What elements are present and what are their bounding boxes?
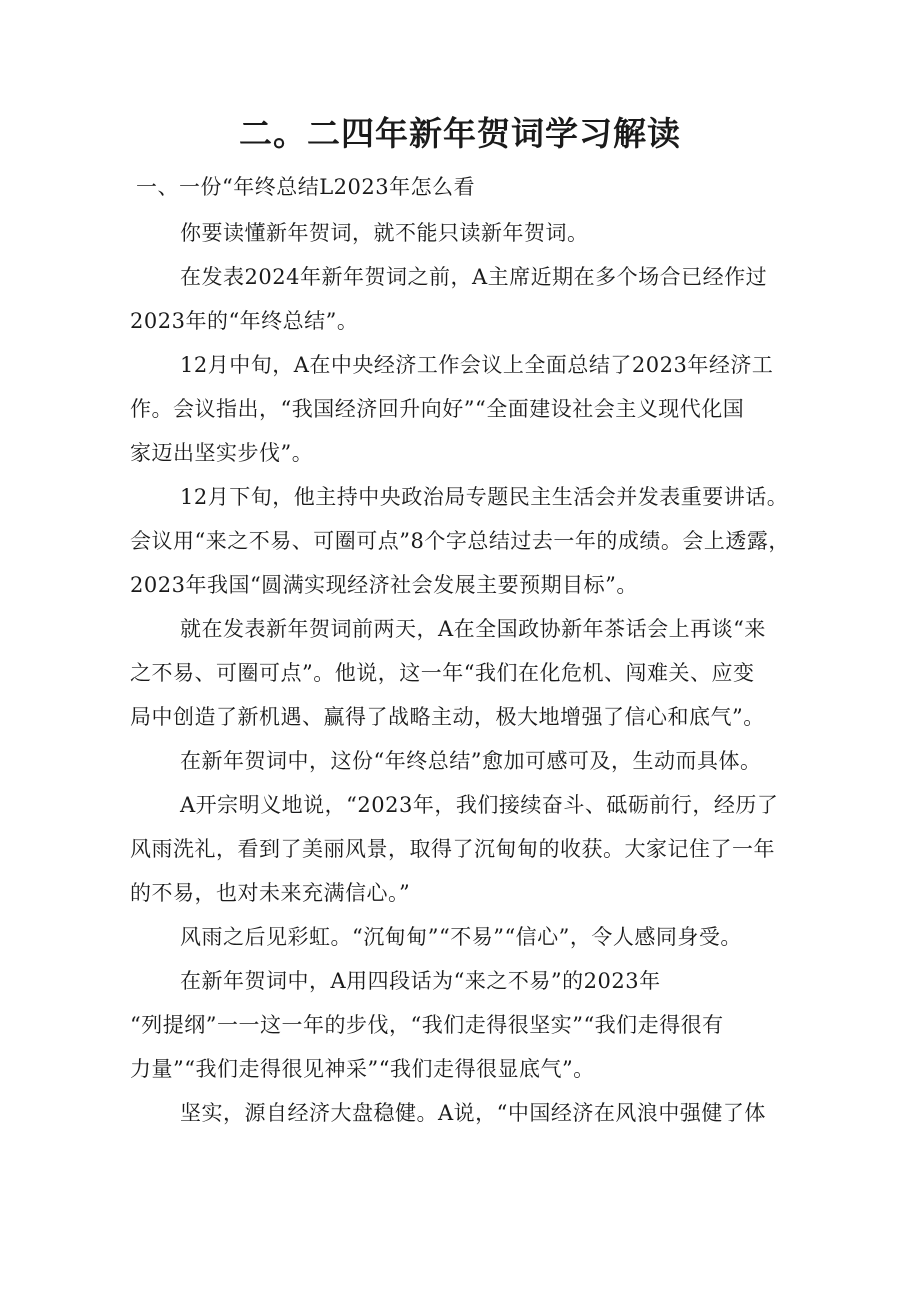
paragraph-line: 的不易，也对未来充满信心。” — [130, 881, 411, 905]
paragraph-line: 就在发表新年贺词前两天，A在全国政协新年茶话会上再谈“来 — [180, 617, 766, 641]
paragraph-line: 12月中旬，A在中央经济工作会议上全面总结了2023年经济工 — [180, 353, 774, 377]
paragraph-line: 之不易、可圈可点”。他说，这一年“我们在化危机、闯难关、应变 — [130, 661, 755, 685]
paragraph-line: 风雨洗礼，看到了美丽风景，取得了沉甸甸的收获。大家记住了一年 — [130, 837, 775, 861]
paragraph-line: 2023年我国“圆满实现经济社会发展主要预期目标”。 — [130, 573, 638, 597]
paragraph-line: “列提纲”一一这一年的步伐，“我们走得很坚实”“我们走得很有 — [130, 1013, 724, 1037]
paragraph-line: 作。会议指出，“我国经济回升向好”“全面建设社会主义现代化国 — [130, 397, 745, 421]
paragraph-line: 力量”“我们走得很见神采”“我们走得很显底气”。 — [130, 1057, 595, 1081]
paragraph-line: 家迈出坚实步伐”。 — [130, 441, 314, 465]
paragraph-line: 2023年的“年终总结”。 — [130, 309, 359, 333]
paragraph-line: 局中创造了新机遇、赢得了战略主动，极大地增强了信心和底气”。 — [130, 705, 765, 729]
paragraph-line: 12月下旬，他主持中央政治局专题民主生活会并发表重要讲话。 — [180, 485, 789, 509]
document-title: 二。二四年新年贺词学习解读 — [239, 114, 681, 153]
paragraph-line: A开宗明义地说，“2023年，我们接续奋斗、砥砺前行，经历了 — [180, 793, 779, 817]
paragraph-line: 在新年贺词中，A用四段话为“来之不易”的2023年 — [180, 969, 661, 993]
paragraph-line: 在发表2024年新年贺词之前，A主席近期在多个场合已经作过 — [180, 265, 768, 289]
paragraph-line: 在新年贺词中，这份“年终总结”愈加可感可及，生动而具体。 — [180, 749, 762, 773]
paragraph-line: 坚实，源自经济大盘稳健。A说，“中国经济在风浪中强健了体 — [180, 1101, 766, 1125]
paragraph-line: 风雨之后见彩虹。“沉甸甸”“不易”“信心”，令人感同身受。 — [180, 925, 742, 949]
section-heading: 一、一份“年终总结L2023年怎么看 — [136, 175, 476, 199]
paragraph-line: 会议用“来之不易、可圈可点”8个字总结过去一年的成绩。会上透露， — [130, 529, 790, 553]
paragraph-line: 你要读懂新年贺词，就不能只读新年贺词。 — [180, 221, 589, 245]
